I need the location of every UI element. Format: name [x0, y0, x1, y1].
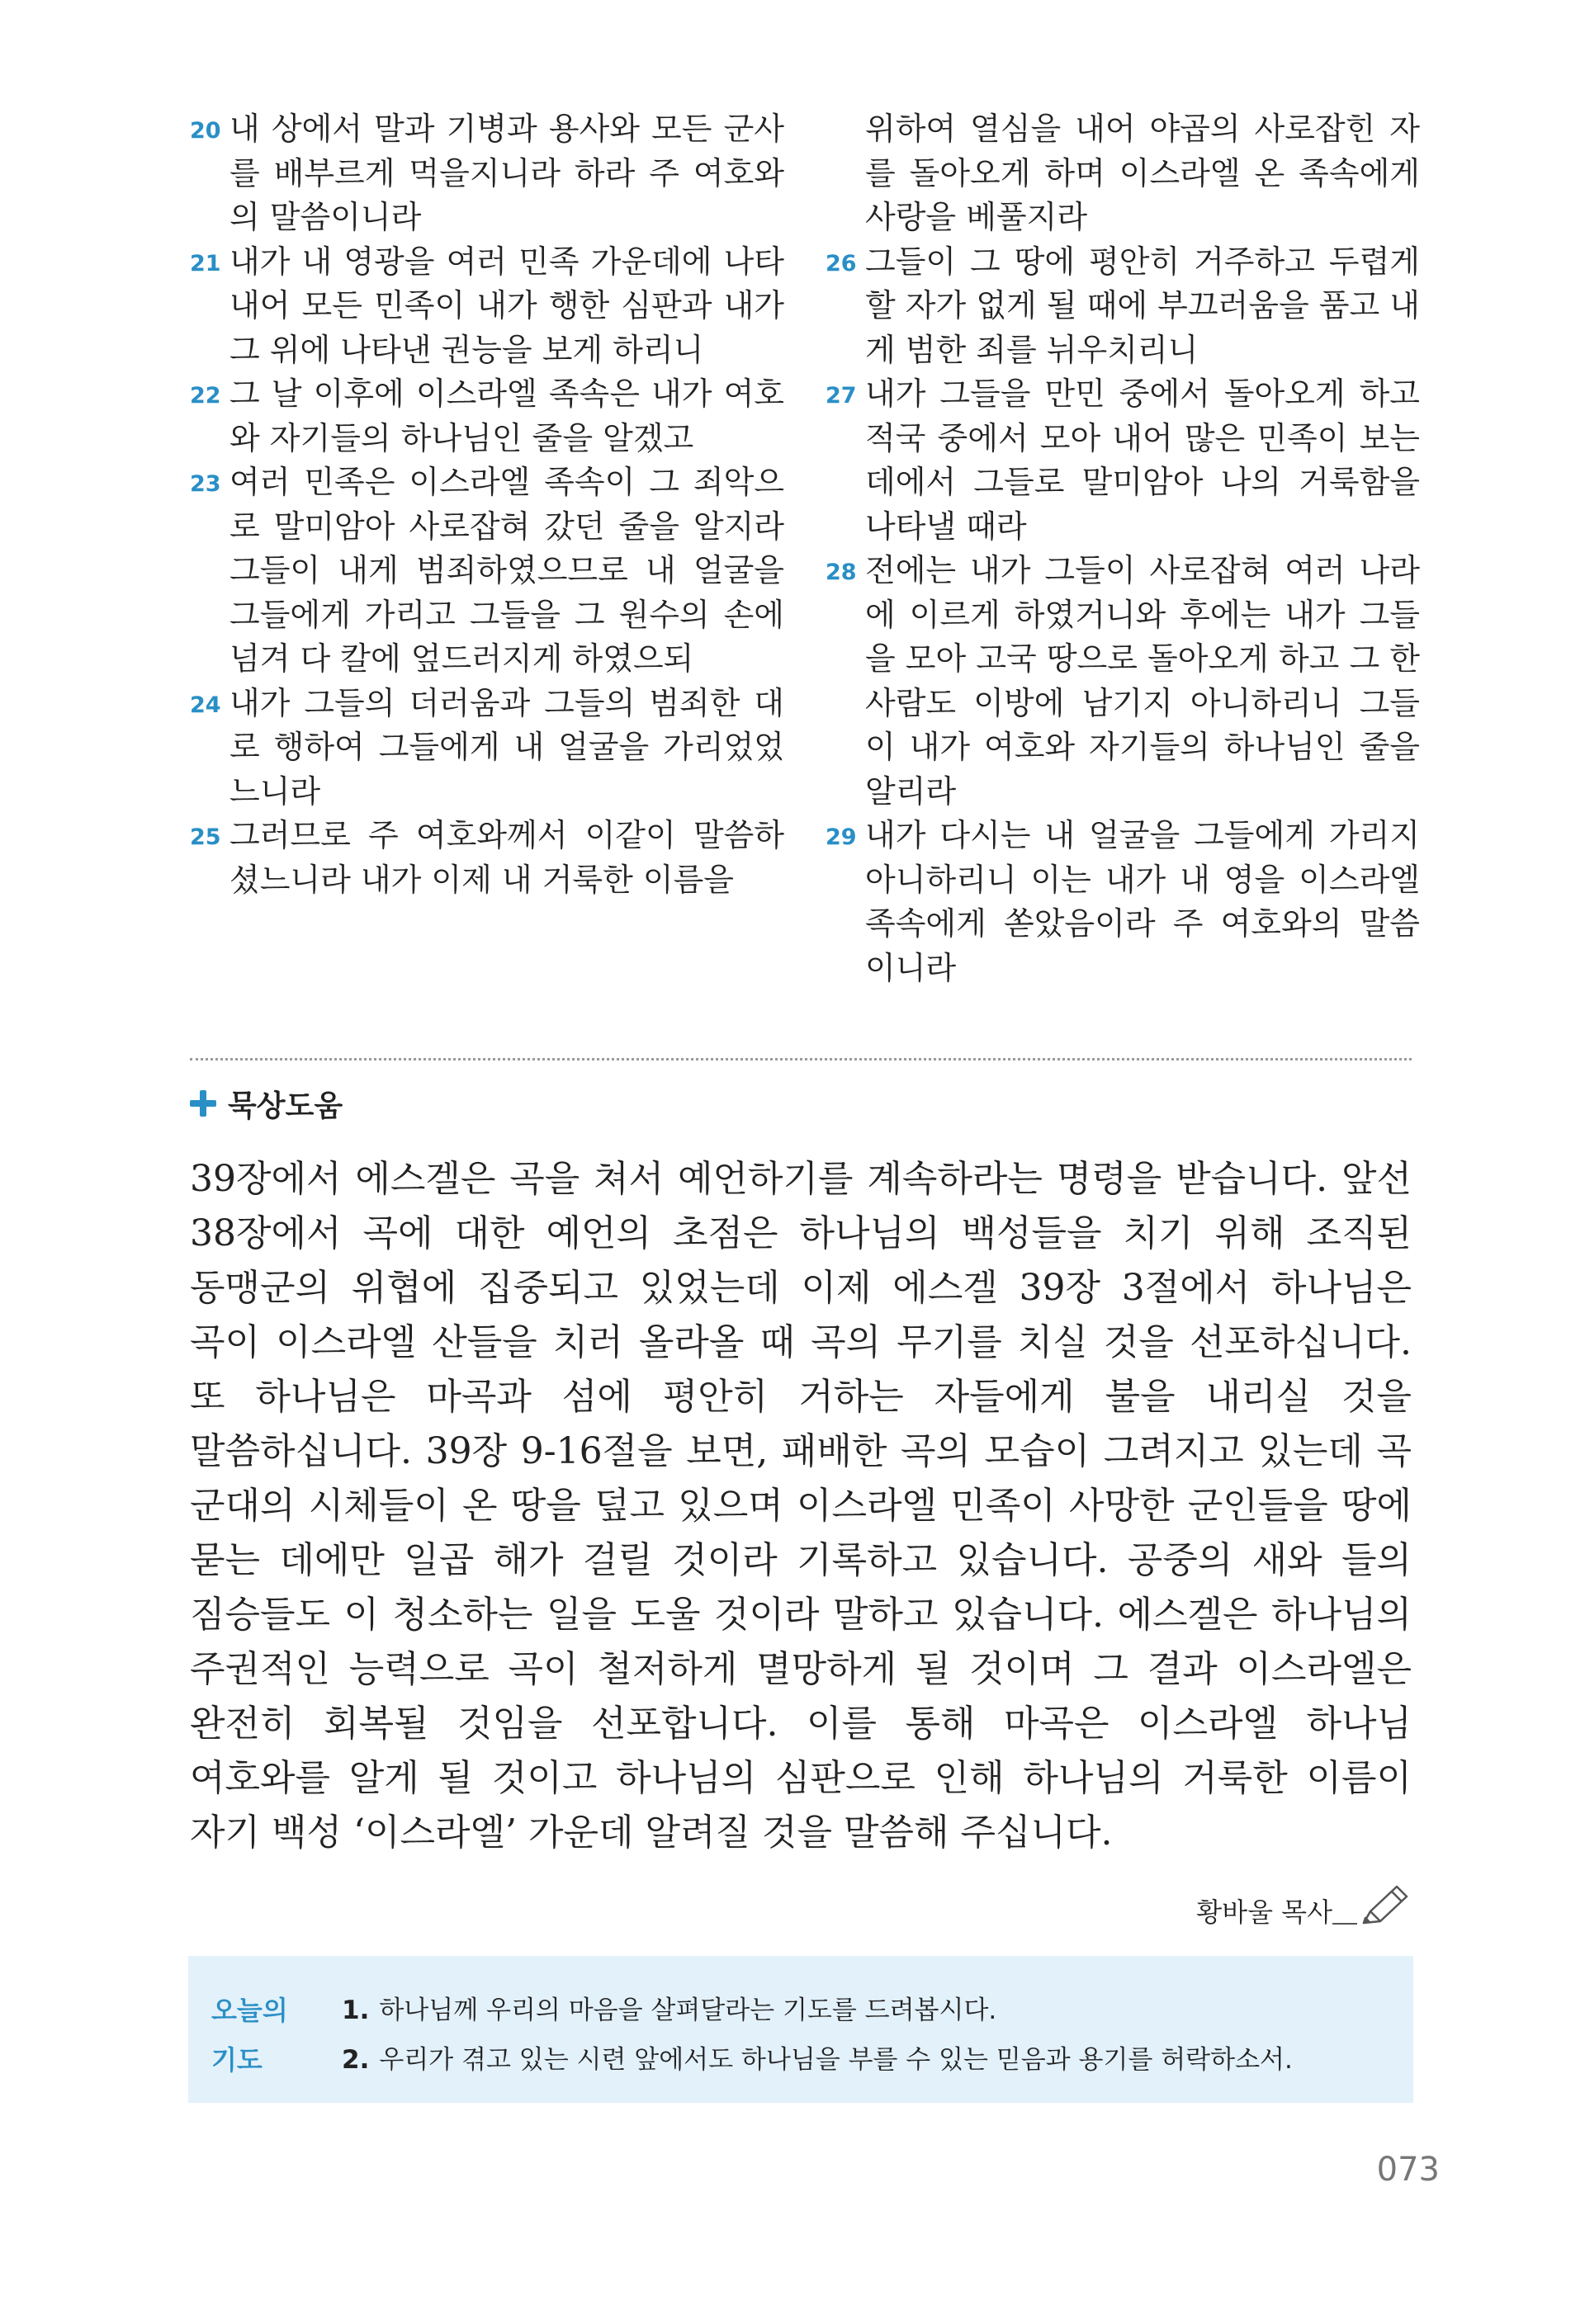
- verse-text: 그 날 이후에 이스라엘 족속은 내가 여호와 자기들의 하나님인 줄을 알겠고: [229, 376, 784, 456]
- verse: [190, 461, 784, 682]
- verse-number: 25: [190, 824, 221, 850]
- pencil-icon: [1359, 1883, 1412, 1930]
- dotted-divider: [190, 1058, 1412, 1060]
- scripture-right-column: [826, 107, 1420, 990]
- verse-number: 27: [826, 383, 857, 409]
- verse-text: 내가 내 영광을 여러 민족 가운데에 나타내어 모든 민족이 내가 행한 심판과 내가 그 위에 나타낸 권능을 보게 하리니: [229, 243, 784, 368]
- prayer-label-line1: 오늘의: [211, 1995, 288, 2026]
- meditation-paragraph: 39장에서 에스겔은 곡을 쳐서 예언하기를 계속하라는 명령을 받습니다. 앞선 38장에서 곡에 대한 예언의 초점은 하나님의 백성들을 치기 위해 조직된 동맹군의 위협에 집중되고 있었는데 이제 에스겔 39장 3절에서 하나님은 곡이 이스라엘 산들을 치러 올라올 때 곡의 무기를 치실 것을 선포하십니다. 또 하나님은 마곡과 섬에 평안히 거하는 자들에게 불을 내리실 것을 말씀하십니다. 39장 9-16절을 보면, 패배한 곡의 모습이 그려지고 있는데 곡 군대의 시체들이 온 땅을 덮고 있으며 이스라엘 민족이 사망한 군인들을 땅에 묻는 데에만 일곱 해가 걸릴 것이라 기록하고 있습니다. 공중의 새와 들의 짐승들도 이 청소하는 일을 도울 것이라 말하고 있습니다. 에스겔은 하나님의 주권적인 능력으로 곡이 철저하게 멸망하게 될 것이며 그 결과 이스라엘은 완전히 회복될 것임을 선포합니다. 이를 통해 마곡은 이스라엘 하나님 여호와를 알게 될 것이고 하나님의 심판으로 인해 하나님의 거룩한 이름이 자기 백성 ‘이스라엘’ 가운데 알려질 것을 말씀해 주십니다.: [190, 1158, 1412, 1854]
- verse-text: 내가 다시는 내 얼굴을 그들에게 가리지 아니하리니 이는 내가 내 영을 이스라엘 족속에게 쏟았음이라 주 여호와의 말씀이니라: [865, 817, 1420, 986]
- verse: [826, 372, 1420, 549]
- prayer-item: [342, 2035, 1382, 2085]
- verse: [190, 682, 784, 815]
- prayer-item: [342, 1986, 1382, 2035]
- signature-line: [1332, 1923, 1357, 1925]
- prayer-item-number: 1.: [342, 1996, 370, 2025]
- verse-text: 내가 그들을 만민 중에서 돌아오게 하고 적국 중에서 모아 내어 많은 민족이 보는 데에서 그들로 말미암아 나의 거룩함을 나타낼 때라: [865, 376, 1420, 545]
- prayer-list: [342, 1986, 1382, 2085]
- page-number: 073: [1376, 2151, 1440, 2189]
- prayer-box: [188, 1956, 1413, 2103]
- prayer-item-number: 2.: [342, 2045, 370, 2075]
- verse-text: 내가 그들의 더러움과 그들의 범죄한 대로 행하여 그들에게 내 얼굴을 가리었었느니라: [229, 684, 784, 810]
- verse: [190, 107, 784, 240]
- meditation-title-text: 묵상도움: [228, 1089, 343, 1123]
- verse-text: 전에는 내가 그들이 사로잡혀 여러 나라에 이르게 하였거니와 후에는 내가 그들을 모아 고국 땅으로 돌아오게 하고 그 한 사람도 이방에 남기지 아니하리니 그들이 내가 여호와 자기들의 하나님인 줄을 알리라: [865, 552, 1420, 810]
- verse-number: 21: [190, 250, 221, 276]
- prayer-label: [211, 1986, 310, 2085]
- verse: [190, 240, 784, 373]
- verse-text: 그들이 그 땅에 평안히 거주하고 두렵게 할 자가 없게 될 때에 부끄러움을 품고 내게 범한 죄를 뉘우치리니: [865, 243, 1420, 368]
- author-signature: [1196, 1883, 1412, 1930]
- verse: [190, 372, 784, 461]
- verse-text: 위하여 열심을 내어 야곱의 사로잡힌 자를 돌아오게 하며 이스라엘 온 족속에게 사랑을 베풀지라: [865, 111, 1420, 235]
- meditation-title: [190, 1083, 343, 1124]
- verse: [826, 240, 1420, 373]
- verse-number: 26: [826, 250, 857, 276]
- verse: [826, 549, 1420, 814]
- prayer-item-text: 하나님께 우리의 마음을 살펴달라는 기도를 드려봅시다.: [379, 1996, 997, 2025]
- verse-continuation: [826, 107, 1420, 240]
- verse: [826, 814, 1420, 990]
- verse-text: 그러므로 주 여호와께서 이같이 말씀하셨느니라 내가 이제 내 거룩한 이름을: [229, 817, 784, 898]
- plus-icon: [190, 1090, 216, 1117]
- author-name: 황바울 목사: [1196, 1897, 1332, 1928]
- verse-number: 29: [826, 824, 857, 850]
- verse-number: 22: [190, 383, 221, 409]
- verse-number: 20: [190, 118, 221, 144]
- verse-number: 23: [190, 471, 221, 497]
- verse-text: 내 상에서 말과 기병과 용사와 모든 군사를 배부르게 먹을지니라 하라 주 여호와의 말씀이니라: [229, 111, 784, 235]
- prayer-item-text: 우리가 겪고 있는 시련 앞에서도 하나님을 부를 수 있는 믿음과 용기를 허락하소서.: [379, 2045, 1293, 2075]
- scripture-left-column: [190, 107, 784, 902]
- meditation-body: [190, 1152, 1412, 1860]
- verse-number: 28: [826, 560, 857, 585]
- verse: [190, 814, 784, 902]
- verse-text: 여러 민족은 이스라엘 족속이 그 죄악으로 말미암아 사로잡혀 갔던 줄을 알지라 그들이 내게 범죄하였으므로 내 얼굴을 그들에게 가리고 그들을 그 원수의 손에 넘겨 다 칼에 엎드러지게 하였으되: [229, 464, 784, 677]
- verse-number: 24: [190, 692, 221, 718]
- prayer-label-line2: 기도: [211, 2044, 263, 2076]
